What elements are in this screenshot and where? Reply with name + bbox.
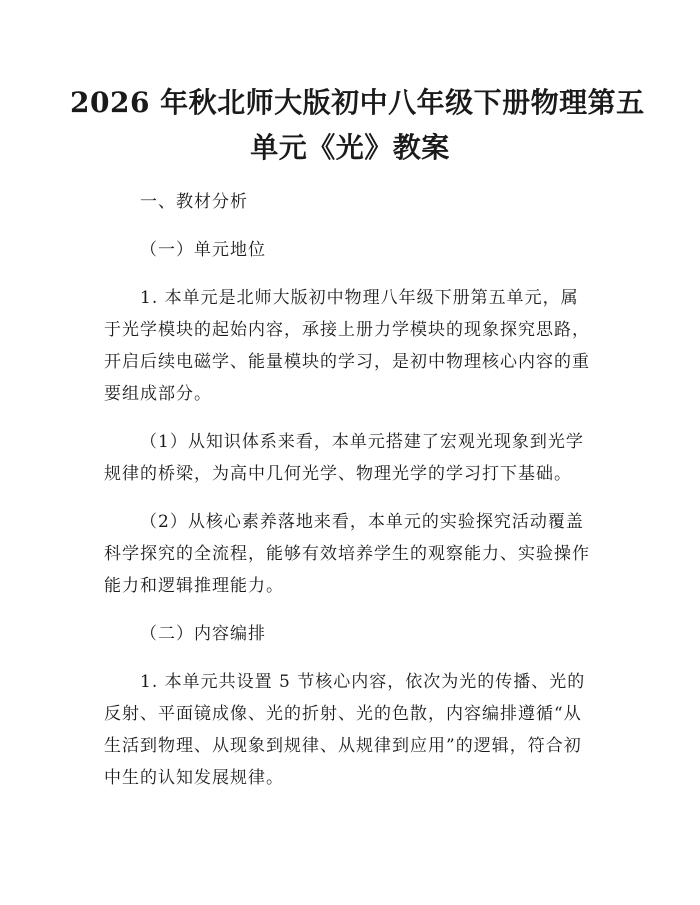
paragraph-line: （2）从核心素养落地来看，本单元的实验探究活动覆盖 — [140, 512, 584, 532]
paragraph-line: 科学探究的全流程，能够有效培养学生的观察能力、实验操作 — [104, 544, 590, 564]
paragraph-line: 规律的桥梁，为高中几何光学、物理光学的学习打下基础。 — [104, 464, 572, 484]
subsection-heading-content-arrangement: （二）内容编排 — [140, 624, 266, 644]
paragraph-line: 于光学模块的起始内容，承接上册力学模块的现象探究思路， — [104, 320, 590, 340]
document-title-line-2: 单元《光》教案 — [250, 131, 450, 164]
paragraph-line: 1. 本单元是北师大版初中物理八年级下册第五单元，属 — [140, 288, 579, 308]
paragraph-line: 开启后续电磁学、能量模块的学习，是初中物理核心内容的重 — [104, 352, 590, 372]
paragraph-line: （1）从知识体系来看，本单元搭建了宏观光现象到光学 — [140, 432, 584, 452]
document-title-line-1: 2026 年秋北师大版初中八年级下册物理第五 — [70, 86, 645, 119]
subsection-heading-unit-position: （一）单元地位 — [140, 240, 266, 260]
paragraph-line: 能力和逻辑推理能力。 — [104, 576, 284, 596]
paragraph-line: 生活到物理、从现象到规律、从规律到应用”的逻辑，符合初 — [104, 736, 582, 756]
section-heading-textbook-analysis: 一、教材分析 — [140, 192, 248, 212]
paragraph-line: 反射、平面镜成像、光的折射、光的色散，内容编排遵循“从 — [104, 704, 582, 724]
paragraph-line: 要组成部分。 — [104, 384, 212, 404]
paragraph-line: 中生的认知发展规律。 — [104, 768, 284, 788]
paragraph-line: 1. 本单元共设置 5 节核心内容，依次为光的传播、光的 — [140, 672, 586, 692]
